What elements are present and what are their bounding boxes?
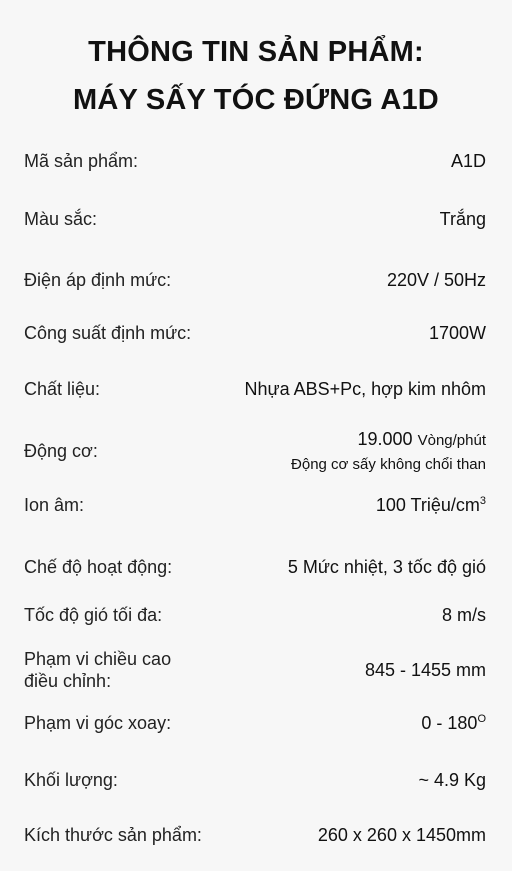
spec-value: 260 x 260 x 1450mm	[317, 825, 486, 845]
ion-value: 100 Triệu/cm	[375, 495, 480, 515]
spec-row-color	[24, 208, 486, 230]
height-label-line-1: Phạm vi chiều cao	[24, 649, 172, 669]
spec-row-rotation	[24, 712, 486, 734]
page-title-line-1: THÔNG TIN SẢN PHẨM:	[88, 36, 424, 68]
spec-label: Kích thước sản phẩm:	[24, 825, 202, 845]
spec-row-airspeed	[24, 604, 486, 626]
spec-label: Khối lượng:	[24, 770, 118, 790]
spec-label: Mã sản phẩm:	[24, 151, 139, 171]
spec-row-power	[24, 322, 486, 344]
rotation-value: 0 - 180	[421, 713, 478, 733]
spec-row-motor	[24, 428, 486, 474]
spec-row-weight	[24, 769, 486, 791]
motor-speed-unit: Vòng/phút	[417, 432, 486, 449]
spec-value	[376, 494, 486, 516]
spec-row-modes	[24, 556, 486, 578]
spec-label: Màu sắc:	[24, 209, 98, 229]
spec-row-model	[24, 150, 486, 172]
spec-row-size	[24, 824, 486, 846]
spec-value	[291, 428, 486, 474]
spec-value: 5 Mức nhiệt, 3 tốc độ gió	[287, 557, 486, 577]
spec-label: Công suất định mức:	[24, 323, 192, 343]
degree-superscript: O	[477, 713, 486, 725]
spec-value: 8 m/s	[441, 605, 486, 625]
spec-value: A1D	[450, 151, 486, 171]
spec-row-voltage	[24, 269, 486, 291]
spec-value: ~ 4.9 Kg	[418, 770, 486, 790]
spec-label: Chế độ hoạt động:	[24, 557, 173, 577]
ion-unit-superscript: 3	[479, 495, 486, 507]
spec-value: Trắng	[439, 209, 486, 229]
spec-label	[24, 648, 171, 692]
spec-label: Ion âm:	[24, 495, 85, 515]
spec-value: 220V / 50Hz	[386, 270, 486, 290]
spec-row-height	[24, 648, 486, 692]
height-label-line-2: điều chỉnh:	[24, 671, 112, 691]
spec-value: Nhựa ABS+Pc, hợp kim nhôm	[244, 379, 486, 399]
spec-row-ions	[24, 494, 486, 516]
motor-type: Động cơ sấy không chổi than	[291, 456, 486, 473]
spec-row-material	[24, 378, 486, 400]
spec-label: Chất liệu:	[24, 379, 101, 399]
spec-label: Phạm vi góc xoay:	[24, 713, 172, 733]
spec-value: 1700W	[428, 323, 486, 343]
motor-speed: 19.000	[357, 429, 413, 449]
spec-label: Tốc độ gió tối đa:	[24, 605, 163, 625]
page-title-line-2: MÁY SẤY TÓC ĐỨNG A1D	[73, 84, 439, 116]
spec-value	[421, 712, 486, 734]
spec-label: Động cơ:	[24, 441, 98, 461]
spec-label: Điện áp định mức:	[24, 270, 172, 290]
spec-value: 845 - 1455 mm	[364, 660, 486, 680]
